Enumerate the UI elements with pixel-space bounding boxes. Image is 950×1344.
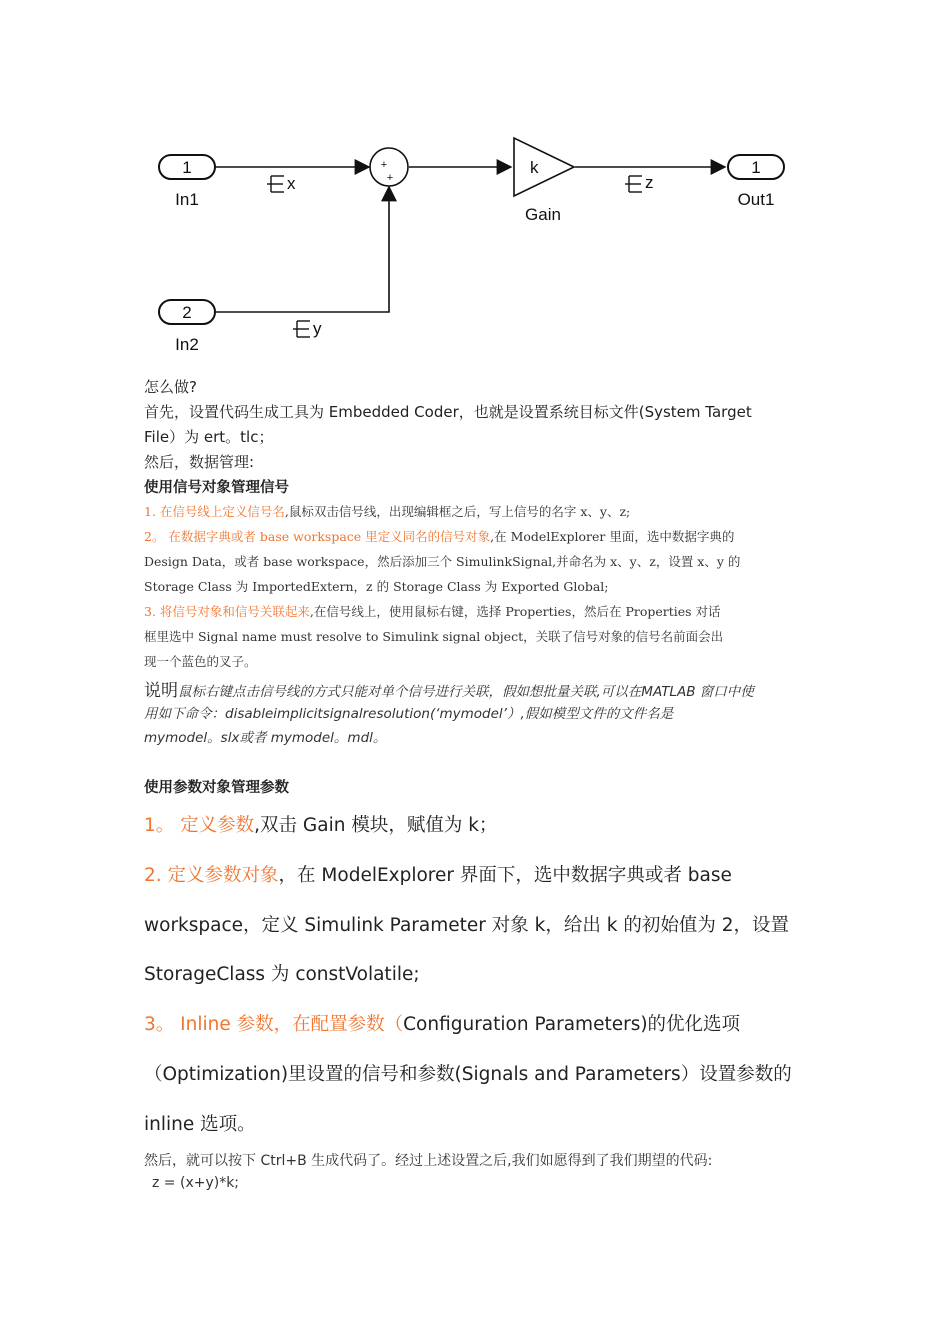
in2-port-block[interactable] [159, 300, 215, 324]
sum-sign-2: + [386, 172, 394, 184]
note-heading: 说明 [144, 681, 178, 701]
how-to-heading: 怎么做? [144, 378, 197, 396]
data-management-line: 然后，数据管理: [144, 453, 255, 471]
signal-resolve-icon-z [625, 176, 642, 192]
svg-text:1: 1 [182, 158, 192, 177]
signal-step-1-text: ,鼠标双击信号线，出现编辑框之后，写上信号的名字 x、y、z; [284, 504, 631, 519]
first-step-line1: 首先，设置代码生成工具为 Embedded Coder，也就是设置系统目标文件(System Target [144, 403, 752, 421]
signal-step-3-line2: 框里选中 Signal name must resolve to Simulink signal object，关联了信号对象的信号名前面会出 [144, 629, 724, 644]
param-step-1-text: ,双击 Gain 模块，赋值为 k； [254, 815, 498, 836]
in2-label: In2 [175, 335, 199, 354]
signal-step-1-title: 1. 在信号线上定义信号名 [144, 504, 285, 519]
signal-step-3-text: ,在信号线上，使用鼠标右键，选择 Properties，然后在 Properties 对话 [309, 604, 721, 619]
signal-step-2-title: 2。 在数据字典或者 base workspace 里定义同名的信号对象 [144, 529, 491, 544]
signal-name-z: z [645, 173, 654, 192]
final-paragraph: 然后，就可以按下 Ctrl+B 生成代码了。经过上述设置之后,我们如愿得到了我们期望的代码: [144, 1153, 713, 1169]
signal-step-2-line2: Design Data，或者 base workspace，然后添加三个 SimulinkSignal,并命名为 x、y、z，设置 x、y 的 [144, 554, 741, 569]
out1-label: Out1 [737, 190, 775, 209]
signal-section-title: 使用信号对象管理信号 [144, 480, 289, 496]
in1-label: In1 [175, 190, 199, 209]
first-step-line2: File）为 ert。tlc； [144, 428, 274, 446]
out1-port-block[interactable] [728, 155, 784, 179]
signal-step-2-line3: Storage Class 为 ImportedExtern，z 的 Storage Class 为 Exported Global; [144, 579, 609, 594]
note-text-1: 鼠标右键点击信号线的方式只能对单个信号进行关联，假如想批量关联,可以在MATLAB 窗口中使 [178, 684, 754, 700]
signal-resolve-icon-x [267, 176, 284, 192]
svg-text:1: 1 [751, 158, 761, 177]
simulink-model-diagram [145, 130, 805, 360]
param-step-3-line3: inline 选项。 [144, 1114, 256, 1135]
param-step-1 [144, 811, 497, 837]
sum-block[interactable] [370, 148, 408, 186]
signal-step-3 [144, 602, 721, 620]
signal-line-y[interactable] [215, 187, 389, 312]
signal-name-x: x [287, 174, 296, 193]
param-step-2 [144, 861, 732, 887]
signal-step-3-title: 3. 将信号对象和信号关联起来 [144, 604, 310, 619]
gain-label: Gain [525, 205, 561, 224]
gain-block[interactable] [514, 138, 574, 196]
note-line1 [144, 676, 754, 701]
result-code: z = (x+y)*k; [152, 1175, 240, 1191]
param-step-2-line3: StorageClass 为 constVolatile; [144, 964, 420, 985]
signal-name-y: y [313, 319, 322, 338]
signal-resolve-icon-y [293, 321, 310, 337]
param-step-1-title: 1。 定义参数 [144, 815, 255, 836]
param-step-2-title: 2. 定义参数对象 [144, 865, 279, 886]
signal-step-2 [144, 527, 734, 545]
signal-step-1 [144, 502, 630, 520]
signal-step-2-text: ,在 ModelExplorer 里面，选中数据字典的 [490, 529, 735, 544]
svg-text:2: 2 [182, 303, 192, 322]
signal-step-3-line3: 现一个蓝色的叉子。 [144, 654, 257, 669]
svg-text:k: k [530, 158, 539, 177]
note-line2: 用如下命令：disableimplicitsignalresolution(‘mymodel’）,假如模型文件的文件名是 [144, 706, 674, 722]
param-step-3-text: Configuration Parameters)的优化选项 [403, 1014, 741, 1035]
param-step-3-line2: （Optimization)里设置的信号和参数(Signals and Parameters）设置参数的 [144, 1064, 792, 1085]
param-step-3-title: 3。 Inline 参数，在配置参数（ [144, 1014, 404, 1035]
param-step-3 [144, 1010, 740, 1036]
note-line3: mymodel。slx或者 mymodel。mdl。 [144, 730, 387, 746]
in1-port-block[interactable] [159, 155, 215, 179]
sum-sign-1: + [380, 159, 388, 171]
param-step-2-text: ，在 ModelExplorer 界面下，选中数据字典或者 base [278, 865, 732, 886]
param-section-title: 使用参数对象管理参数 [144, 780, 289, 796]
param-step-2-line2: workspace，定义 Simulink Parameter 对象 k，给出 k 的初始值为 2，设置 [144, 915, 789, 936]
